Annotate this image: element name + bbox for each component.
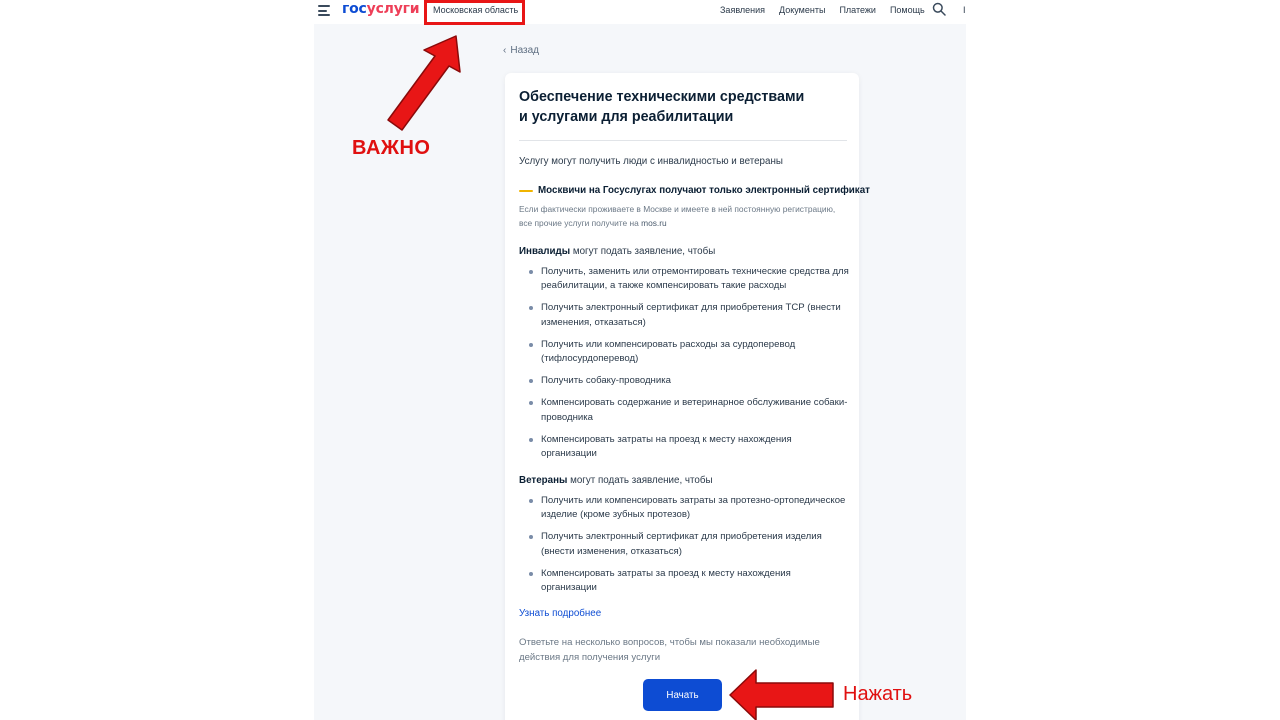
list-item: Получить, заменить или отремонтировать технические средства для реабилитации, а также компенсировать такие расходы xyxy=(519,265,849,294)
list-item: Получить или компенсировать затраты за протезно-ортопедическое изделие (кроме зубных протезов) xyxy=(519,494,849,523)
press-label: Нажать xyxy=(843,683,913,705)
nav-item-documents[interactable]: Документы xyxy=(779,5,826,15)
list-item: Компенсировать содержание и ветеринарное обслуживание собаки-проводника xyxy=(519,396,849,425)
note-text xyxy=(519,202,849,230)
disabled-heading-rest: могут подать заявление, чтобы xyxy=(572,246,716,257)
nav-item-help[interactable]: Помощь xyxy=(889,5,925,15)
logo-part-uslugi: услуги xyxy=(366,1,420,17)
service-title-line1: Обеспечение техническими средствами xyxy=(519,89,805,105)
back-link[interactable] xyxy=(503,45,539,56)
hint-text: Ответьте на несколько вопросов, чтобы мы показали необходимые действия для получения услуги xyxy=(519,637,820,663)
profile-menu-cut[interactable]: I xyxy=(963,5,966,15)
nav-item-payments[interactable]: Платежи xyxy=(839,5,876,15)
veterans-section xyxy=(519,474,849,603)
back-label: Назад xyxy=(510,45,539,56)
note-marker xyxy=(519,190,533,192)
nav-item-applications[interactable]: Заявления xyxy=(720,5,766,15)
top-nav xyxy=(720,5,925,15)
divider xyxy=(519,140,847,141)
start-button[interactable]: Начать xyxy=(643,679,722,711)
veterans-heading xyxy=(519,474,849,487)
menu-icon[interactable] xyxy=(318,5,330,16)
site-header xyxy=(314,0,966,24)
search-icon[interactable] xyxy=(932,2,946,16)
note-title: Москвичи на Госуслугах получают только электронный сертификат xyxy=(538,185,870,196)
list-item: Компенсировать затраты за проезд к месту нахождения организации xyxy=(519,567,849,596)
service-title xyxy=(519,87,839,127)
intro-text: Услугу могут получить люди с инвалидностью и ветераны xyxy=(519,156,783,167)
list-item: Получить или компенсировать расходы за сурдоперевод (тифлосурдоперевод) xyxy=(519,338,849,367)
disabled-section xyxy=(519,245,849,469)
list-item: Получить электронный сертификат для приобретения ТСР (внести изменения, отказаться) xyxy=(519,301,849,330)
mos-link[interactable]: mos.ru xyxy=(641,218,667,228)
list-item: Получить электронный сертификат для приобретения изделия (внести изменения, отказаться) xyxy=(519,530,849,559)
logo-part-gos: гос xyxy=(342,1,367,17)
disabled-heading xyxy=(519,245,849,258)
disabled-list xyxy=(519,265,849,461)
region-selector[interactable]: Московская область xyxy=(433,5,519,15)
logo[interactable] xyxy=(342,1,419,17)
service-title-line2: и услугами для реабилитации xyxy=(519,109,734,125)
list-item: Получить собаку-проводника xyxy=(519,374,849,388)
veterans-heading-rest: могут подать заявление, чтобы xyxy=(570,475,713,486)
arrow-left-icon xyxy=(726,668,836,720)
learn-more-link[interactable]: Узнать подробнее xyxy=(519,608,602,619)
veterans-list xyxy=(519,494,849,596)
list-item: Компенсировать затраты на проезд к месту нахождения организации xyxy=(519,433,849,462)
service-card xyxy=(505,73,870,720)
disabled-heading-bold: Инвалиды xyxy=(519,246,571,257)
arrow-up-icon xyxy=(380,32,470,136)
region-highlight-box xyxy=(424,0,525,25)
important-label: ВАЖНО xyxy=(352,137,431,159)
veterans-heading-bold: Ветераны xyxy=(519,475,568,486)
note-body: Если фактически проживаете в Москве и имеете в ней постоянную регистрацию, все прочие услуги получите на xyxy=(519,204,836,228)
chevron-left-icon: ‹ xyxy=(503,45,507,56)
